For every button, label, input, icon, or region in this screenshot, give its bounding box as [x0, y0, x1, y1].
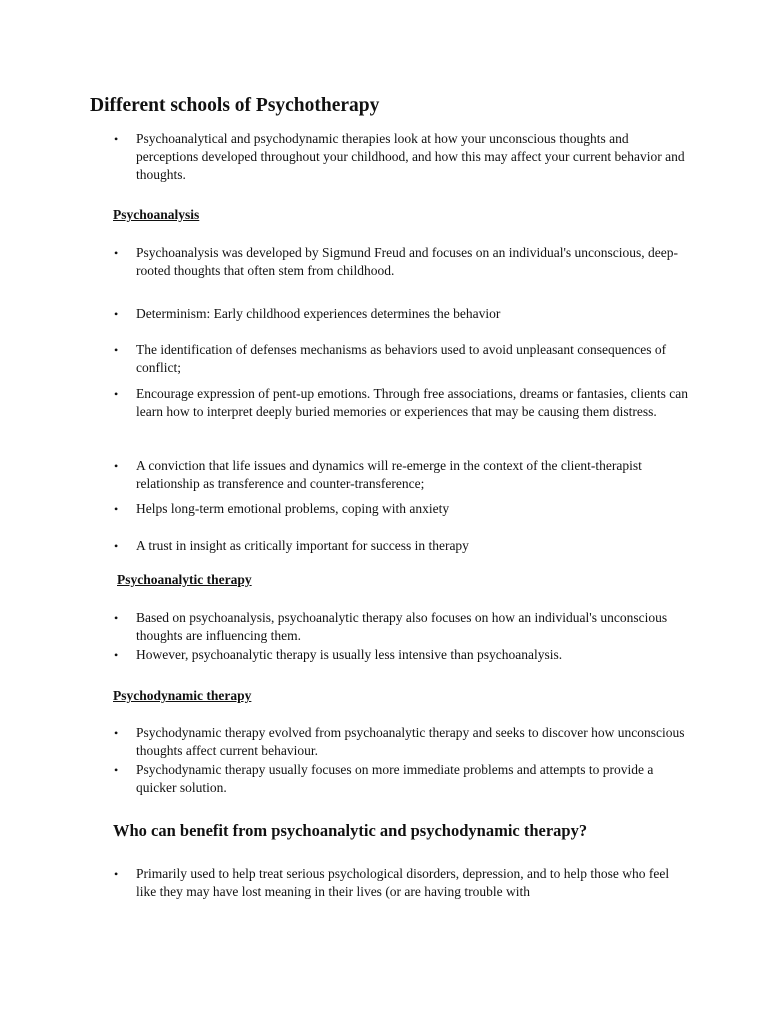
bullet-marker: •: [114, 343, 119, 357]
bullet-text: However, psychoanalytic therapy is usually less intensive than psychoanalysis.: [136, 647, 563, 662]
bullet-marker: •: [114, 246, 119, 260]
section-heading-psychoanalysis: Psychoanalysis: [113, 207, 200, 222]
bullet-marker: •: [114, 387, 119, 401]
bullet-text: Psychoanalysis was developed by Sigmund Freud and focuses on an individual's unconscious, deep-rooted thoughts that often stem from childhood.: [136, 245, 678, 278]
bullet-text: Encourage expression of pent-up emotions. Through free associations, dreams or fantasies, clients can learn how to interpret deeply buried memories or experiences that may be causing them distress.: [136, 386, 688, 419]
bullet-marker: •: [114, 459, 119, 473]
bullet-marker: •: [114, 307, 119, 321]
bullet-marker: •: [114, 611, 119, 625]
page-title: Different schools of Psychotherapy: [90, 95, 380, 116]
bullet-marker: •: [114, 726, 119, 740]
bullet-text: A trust in insight as critically important for success in therapy: [136, 538, 469, 553]
bullet-marker: •: [114, 539, 119, 553]
section-heading-psychodynamic-therapy: Psychodynamic therapy: [113, 688, 252, 703]
bullet-text: Psychoanalytical and psychodynamic therapies look at how your unconscious thoughts and perceptions developed throughout your childhood, and how this may affect your current behavior and thoughts.: [136, 131, 685, 182]
bullet-text: Psychodynamic therapy usually focuses on more immediate problems and attempts to provide a quicker solution.: [136, 762, 654, 795]
bullet-marker: •: [114, 132, 119, 146]
bullet-text: Helps long-term emotional problems, coping with anxiety: [136, 501, 450, 516]
bullet-text: Determinism: Early childhood experiences determines the behavior: [136, 306, 501, 321]
bullet-text: A conviction that life issues and dynamics will re-emerge in the context of the client-therapist relationship as transference and counter-transference;: [136, 458, 642, 491]
bullet-text: Based on psychoanalysis, psychoanalytic therapy also focuses on how an individual's unconscious thoughts are influencing them.: [136, 610, 668, 643]
bullet-text: Primarily used to help treat serious psychological disorders, depression, and to help those who feel like they may have lost meaning in their lives (or are having trouble with: [136, 866, 670, 899]
benefit-heading: Who can benefit from psychoanalytic and psychodynamic therapy?: [113, 821, 588, 840]
bullet-marker: •: [114, 867, 119, 881]
section-heading-psychoanalytic-therapy: Psychoanalytic therapy: [117, 572, 252, 587]
bullet-marker: •: [114, 648, 119, 662]
bullet-text: Psychodynamic therapy evolved from psychoanalytic therapy and seeks to discover how unconscious thoughts affect current behaviour.: [136, 725, 685, 758]
bullet-marker: •: [114, 502, 119, 516]
bullet-text: The identification of defenses mechanisms as behaviors used to avoid unpleasant consequences of conflict;: [136, 342, 667, 375]
bullet-marker: •: [114, 763, 119, 777]
